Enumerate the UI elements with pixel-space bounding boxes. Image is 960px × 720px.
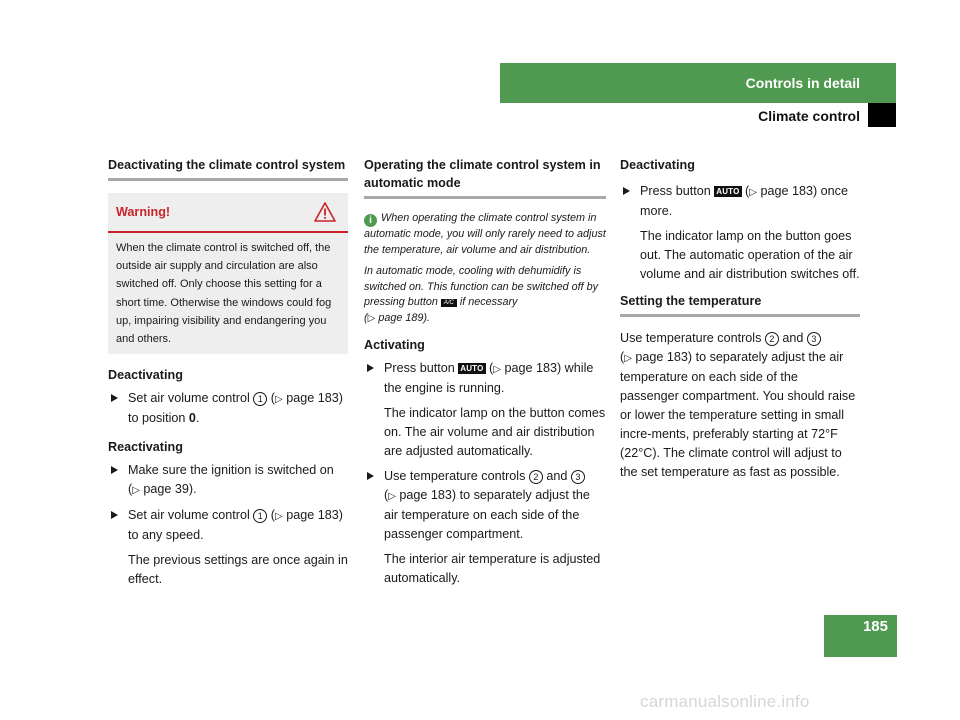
heading-automatic-mode: Operating the climate control system in automatic mode — [364, 158, 601, 190]
page-ref-arrow-icon: ▷ — [132, 485, 140, 497]
column-left — [108, 156, 348, 595]
page-reference: page 189). — [378, 311, 430, 324]
step-ignition-on: Make sure the ignition is switched on (▷ page 39). — [108, 461, 348, 500]
bullet-arrow-icon — [367, 472, 374, 480]
subheading-activating: Activating — [364, 338, 425, 352]
control-number-badge: 3 — [807, 332, 821, 346]
info-note-automatic: i When operating the climate control system in automatic mode, you will only rarely need to adjust the temperature, air volume and air distribution. — [364, 212, 606, 256]
warning-header — [108, 193, 348, 233]
subsection-title: Climate control — [758, 108, 860, 124]
heading-rule — [108, 178, 348, 181]
heading-setting-temperature: Setting the temperature — [620, 294, 762, 308]
setting-temperature-text: Use temperature controls 2 and 3 (▷ page 183) to separately adjust the air temperature on each side of the passenger compartment. You should raise or lower the temperature setting in small incre-ments, preferably starting at 72°F (22°C). The climate control will adjust to the set temperature as fast as possible. — [620, 331, 856, 479]
note-interior-temperature: The interior air temperature is adjusted automatically. — [384, 552, 601, 585]
step-set-volume-zero: Set air volume control 1 (▷ page 183) to position 0. — [108, 389, 348, 428]
step-set-any-speed: Set air volume control 1 (▷ page 183) to any speed. — [108, 506, 348, 545]
page-ref-arrow-icon: ▷ — [493, 364, 501, 375]
page-ref-arrow-icon: ▷ — [275, 511, 283, 523]
subheading-reactivating: Reactivating — [108, 440, 183, 455]
page-ref-arrow-icon: ▷ — [624, 353, 632, 364]
page-reference: page 183) — [286, 391, 343, 406]
control-number-badge: 2 — [529, 470, 543, 484]
bullet-arrow-icon — [623, 187, 630, 195]
page-ref-arrow-icon: ▷ — [367, 312, 376, 324]
heading-rule — [364, 196, 606, 199]
step-press-auto-again: Press button AUTO (▷ page 183) once more. — [620, 182, 860, 221]
step-temperature-controls: Use temperature controls 2 and 3 (▷ page 183) to separately adjust the air temperature on each side of the passenger compartment. — [364, 467, 606, 544]
section-title: Controls in detail — [745, 75, 860, 91]
step-press-auto: Press button AUTO (▷ page 183) while the engine is running. — [364, 359, 606, 398]
bullet-arrow-icon — [367, 364, 374, 372]
warning-triangle-icon — [314, 202, 336, 222]
info-icon: i — [364, 214, 377, 227]
info-note-dehumidify: In automatic mode, cooling with dehumidify is switched on. This function can be switched off by pressing button A/C if necessary (▷ page 189). — [364, 265, 599, 324]
auto-button-icon: AUTO — [716, 187, 740, 196]
bullet-arrow-icon — [111, 511, 118, 519]
heading-rule — [620, 314, 860, 317]
page-ref-arrow-icon: ▷ — [749, 187, 757, 198]
bullet-arrow-icon — [111, 466, 118, 474]
warning-text: When the climate control is switched off, the outside air supply and circulation are also switched off. Only choose this setting for a short time. Otherwise the windows could fog up, impairing visibility and endangering you and others. — [116, 242, 332, 346]
warning-box — [108, 193, 348, 354]
bullet-arrow-icon — [111, 394, 118, 402]
control-number-badge: 3 — [571, 470, 585, 484]
watermark: carmanualsonline.info — [640, 692, 810, 711]
page-number: 185 — [862, 618, 888, 635]
page-reference: page 183) to separately adjust the air temperature on each side of the passenger compartment. — [384, 488, 590, 541]
column-middle — [364, 156, 606, 594]
page-ref-arrow-icon: ▷ — [388, 491, 396, 502]
control-number-badge: 1 — [253, 509, 267, 523]
page-reference: page 39). — [143, 482, 197, 497]
ac-button-icon: A/C — [441, 299, 457, 307]
warning-title: Warning! — [116, 205, 171, 219]
page-reference: page 183) once more. — [640, 184, 848, 218]
control-number-badge: 1 — [253, 392, 267, 406]
note-indicator-off: The indicator lamp on the button goes out. The automatic operation of the air volume and air distribution switches off. — [640, 229, 860, 281]
page-reference: page 183) to separately adjust the air temperature on each side of the passenger compartment. You should raise or lower the temperature setting in small incre-ments, preferably starting at 72°F (22°C). The climate control will adjust to the set temperature as fast as possible. — [620, 350, 856, 479]
page-reference: page 183) — [286, 508, 343, 523]
auto-button-icon: AUTO — [460, 364, 484, 373]
subheading-deactivating-auto: Deactivating — [620, 158, 695, 172]
page-reference: page 183) while the engine is running. — [384, 361, 594, 395]
subheading-deactivating: Deactivating — [108, 368, 183, 383]
column-right — [620, 156, 860, 482]
control-number-badge: 2 — [765, 332, 779, 346]
note-indicator-on: The indicator lamp on the button comes on. The air volume and air distribution are adjusted automatically. — [384, 406, 606, 458]
note-previous-settings: The previous settings are once again in effect. — [128, 553, 348, 587]
page-ref-arrow-icon: ▷ — [275, 394, 283, 406]
heading-deactivating-system: Deactivating the climate control system — [108, 158, 346, 172]
header-marker — [868, 103, 896, 127]
